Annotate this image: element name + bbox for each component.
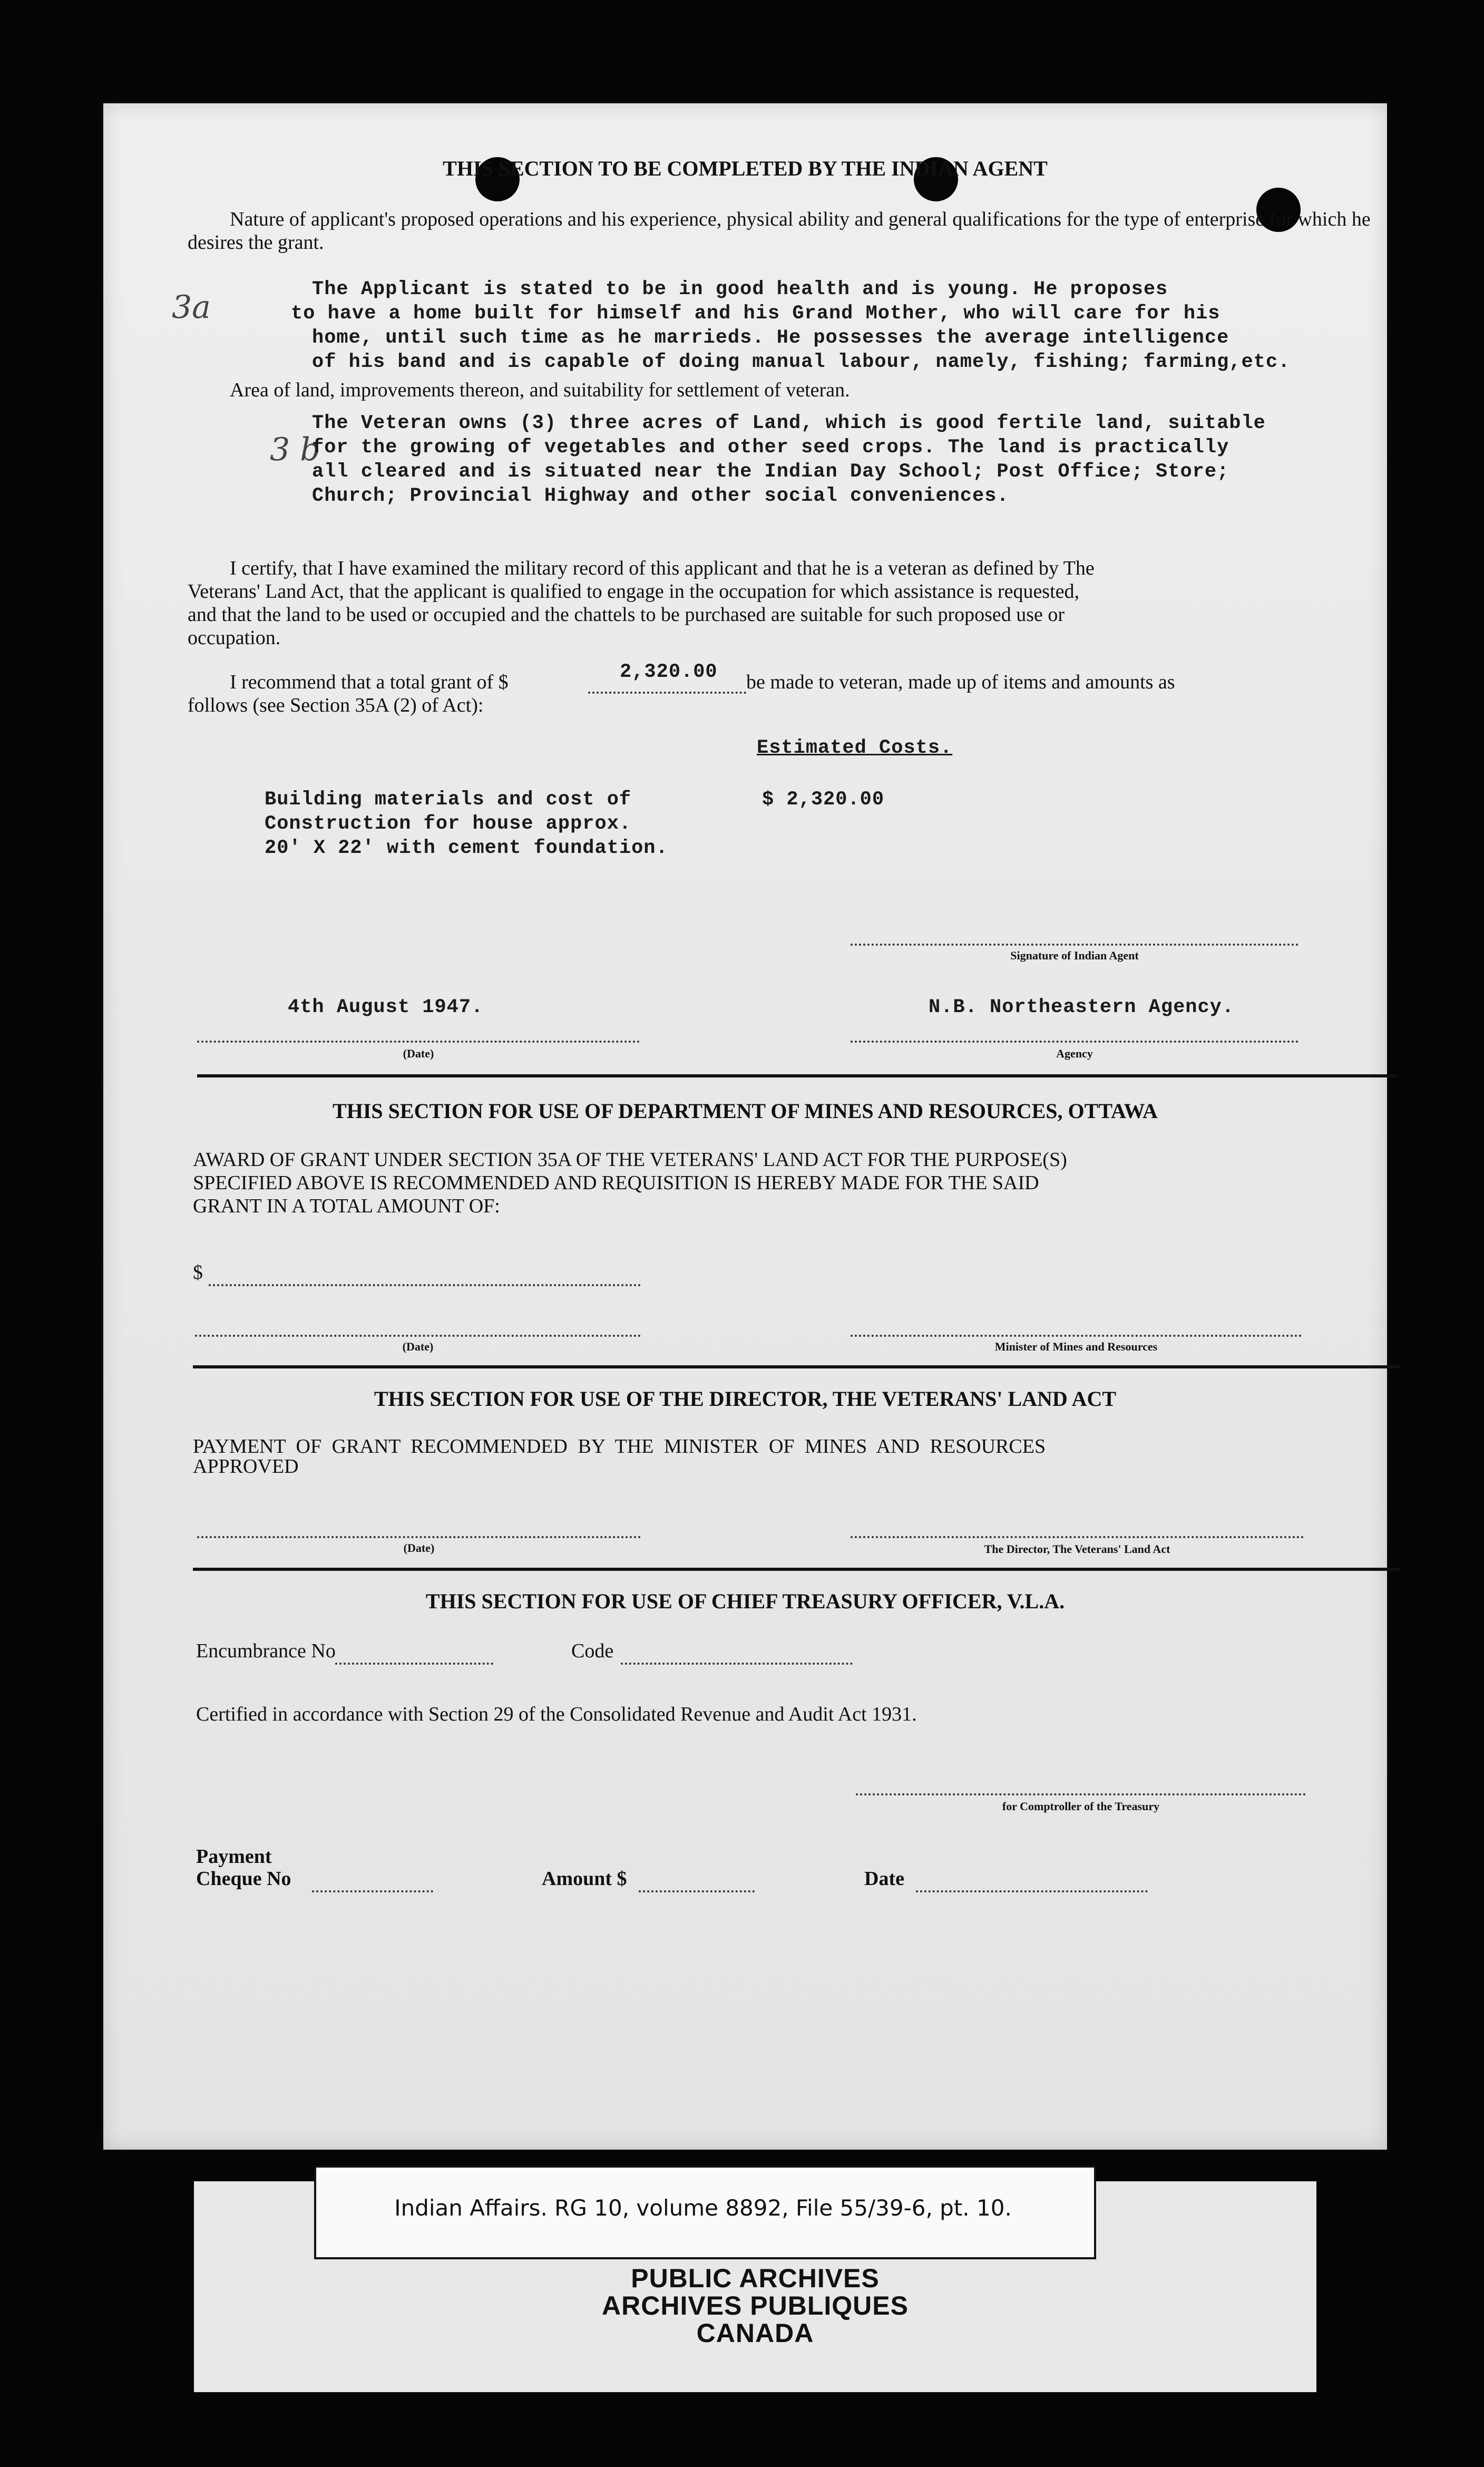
- minister-line: [851, 1335, 1302, 1337]
- comptroller-line: [856, 1793, 1306, 1795]
- payment-date-line: [916, 1890, 1148, 1892]
- certify-text: [188, 557, 1379, 649]
- encumbrance-label: Encumbrance No: [196, 1640, 336, 1662]
- award-line: SPECIFIED ABOVE IS RECOMMENDED AND REQUISITION IS HEREBY MADE FOR THE SAID: [193, 1172, 1039, 1194]
- date-label: Date: [864, 1868, 904, 1890]
- code-line: [621, 1663, 853, 1665]
- item-amount: $ 2,320.00: [762, 789, 885, 811]
- dollar-label: $: [193, 1261, 203, 1284]
- archive-stamp: [194, 2265, 1316, 2347]
- treasury-section-heading: THIS SECTION FOR USE OF CHIEF TREASURY OFFICER, V.L.A.: [425, 1589, 1065, 1613]
- date-value: 4th August 1947.: [288, 996, 484, 1018]
- archive-line-3: CANADA: [696, 2318, 814, 2348]
- mines-section-heading: THIS SECTION FOR USE OF DEPARTMENT OF MINES AND RESOURCES, OTTAWA: [333, 1099, 1158, 1123]
- payment-text: [193, 1435, 1046, 1478]
- agent-section-heading: THIS SECTION TO BE COMPLETED BY THE INDIAN AGENT: [443, 157, 1048, 180]
- date-line: [197, 1041, 640, 1043]
- payment-heading: Payment: [196, 1846, 272, 1868]
- form-page: [103, 103, 1387, 2150]
- item-description: [265, 788, 668, 860]
- director-date-caption: (Date): [403, 1541, 435, 1555]
- land-answer-line: The Veteran owns (3) three acres of Land, which is good fertile land, suitable: [312, 412, 1266, 434]
- nature-answer: [291, 277, 1291, 374]
- award-line: AWARD OF GRANT UNDER SECTION 35A OF THE VETERANS' LAND ACT FOR THE PURPOSE(S): [193, 1149, 1067, 1171]
- certify-line: Veterans' Land Act, that the applicant is qualified to engage in the occupation for which assistance is requested,: [188, 580, 1080, 603]
- grant-amount-line: [209, 1284, 641, 1286]
- director-date-line: [197, 1536, 641, 1538]
- payment-line: APPROVED: [193, 1455, 299, 1478]
- comptroller-caption: for Comptroller of the Treasury: [1002, 1800, 1160, 1813]
- land-answer: [312, 411, 1266, 508]
- land-answer-line: all cleared and is situated near the Indian Day School; Post Office; Store;: [312, 461, 1229, 483]
- recommend-amount-line: [588, 692, 746, 694]
- payment-line: PAYMENT OF GRANT RECOMMENDED BY THE MINISTER OF MINES AND RESOURCES: [193, 1435, 1046, 1458]
- section-divider: [193, 1365, 1400, 1368]
- signature-line: [851, 944, 1298, 946]
- certify-line: and that the land to be used or occupied and the chattels to be purchased are suitable for such proposed use or: [188, 604, 1065, 626]
- minister-caption: Minister of Mines and Resources: [994, 1340, 1158, 1353]
- recommend-prefix: I recommend that a total grant of $: [230, 671, 509, 693]
- certify-line: occupation.: [188, 627, 281, 649]
- certify-line: I certify, that I have examined the military record of this applicant and that he is a veteran as defined by The: [230, 557, 1095, 579]
- land-answer-line: Church; Provincial Highway and other social conveniences.: [312, 485, 1009, 507]
- item-line: 20' X 22' with cement foundation.: [265, 837, 668, 859]
- margin-note-2: 3 b: [270, 431, 320, 468]
- item-line: Building materials and cost of: [265, 789, 632, 811]
- award-text: [193, 1148, 1067, 1218]
- archive-reference: Indian Affairs. RG 10, volume 8892, File 55/39-6, pt. 10.: [394, 2195, 1012, 2221]
- amount-label: Amount $: [542, 1868, 627, 1890]
- nature-answer-line: home, until such time as he marrieds. He possesses the average intelligence: [312, 327, 1229, 349]
- archive-line-1: PUBLIC ARCHIVES: [631, 2264, 880, 2293]
- director-signature-line: [851, 1536, 1304, 1538]
- director-caption: The Director, The Veterans' Land Act: [984, 1542, 1170, 1556]
- cheque-label: Cheque No: [196, 1868, 291, 1890]
- recommend-suffix: be made to veteran, made up of items and amounts as: [746, 671, 1175, 693]
- award-line: GRANT IN A TOTAL AMOUNT OF:: [193, 1195, 500, 1217]
- director-section-heading: THIS SECTION FOR USE OF THE DIRECTOR, THE VETERANS' LAND ACT: [374, 1387, 1117, 1411]
- agency-line: [851, 1041, 1298, 1043]
- recommend-amount: 2,320.00: [620, 661, 718, 683]
- code-label: Code: [571, 1640, 614, 1662]
- date-caption: (Date): [403, 1047, 434, 1060]
- signature-caption: Signature of Indian Agent: [1010, 949, 1139, 962]
- item-line: Construction for house approx.: [265, 813, 632, 835]
- agency-value: N.B. Northeastern Agency.: [929, 996, 1235, 1018]
- nature-answer-line: to have a home built for himself and his Grand Mother, who will care for his: [291, 303, 1221, 325]
- land-answer-line: for the growing of vegetables and other seed crops. The land is practically: [312, 436, 1229, 459]
- nature-prompt: Nature of applicant's proposed operations and his experience, physical ability and general qualifications for the type of enterprise for which he desires the grant.: [188, 208, 1371, 254]
- estimated-costs-heading: Estimated Costs.: [757, 737, 953, 759]
- archive-line-2: ARCHIVES PUBLIQUES: [602, 2291, 909, 2320]
- mines-date-line: [195, 1335, 641, 1337]
- agency-caption: Agency: [1056, 1047, 1093, 1060]
- certified-text: Certified in accordance with Section 29 of the Consolidated Revenue and Audit Act 1931.: [196, 1703, 917, 1725]
- section-divider: [197, 1074, 1397, 1077]
- encumbrance-line: [335, 1663, 493, 1665]
- margin-note-1: 3a: [172, 289, 211, 326]
- land-prompt: Area of land, improvements thereon, and suitability for settlement of veteran.: [230, 379, 850, 401]
- section-divider: [193, 1568, 1400, 1571]
- nature-answer-line: of his band and is capable of doing manual labour, namely, fishing; farming,etc.: [312, 351, 1291, 373]
- mines-date-caption: (Date): [402, 1340, 434, 1353]
- amount-line: [639, 1890, 755, 1892]
- recommend-line-2: follows (see Section 35A (2) of Act):: [188, 694, 484, 716]
- nature-answer-line: The Applicant is stated to be in good health and is young. He proposes: [312, 278, 1168, 300]
- cheque-line: [312, 1890, 433, 1892]
